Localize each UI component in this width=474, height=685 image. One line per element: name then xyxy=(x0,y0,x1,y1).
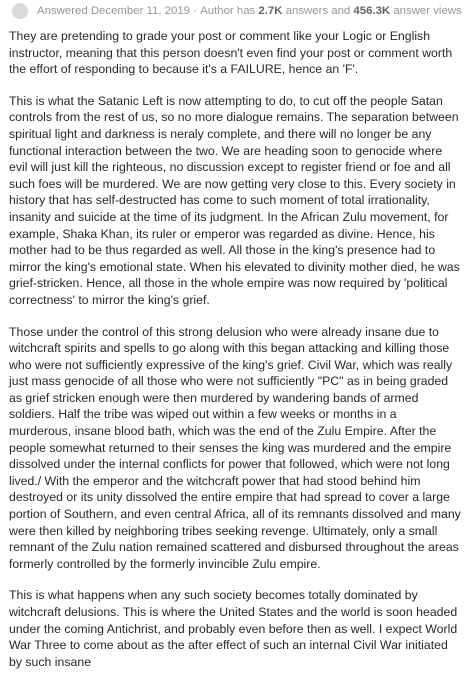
author-prefix: Author has xyxy=(200,5,256,17)
answer-meta xyxy=(12,3,462,19)
answers-word: answers and xyxy=(285,5,351,17)
answer-paragraph-1: They are pretending to grade your post or comment like your Logic or English instructor, meaning that this person doesn't even find your post or comment worth the effort of responding to because it's a FAILURE, hence an 'F'. xyxy=(9,29,453,77)
answered-date[interactable]: Answered December 11, 2019 xyxy=(37,5,191,17)
answer-paragraph-3: Those under the control of this strong delusion who were already insane due to witchcraft spirits and spells to go along with this began attacking and killing those who were not sufficiently expressive of the king's grief. Civil War, which was really just mass genocide of all those who were not sufficiently "PC" as in being graded as grief stricken enough were then murdered by wandering bands of armed soldiers. Half the tribe was wiped out within a few weeks or months in a murderous, insane blood bath, which was the end of the Zulu Empire. After the people somewhat returned to their senses the king was murdered and the empire dissolved under the internal conflicts for power that followed, which were not long lived./ With the emperor and the witchcraft power that had stood behind him destroyed or its unity dissolved the entire empire that had spread to cover a large portion of Southern, and even central Africa, all of its remnants dissolved and many were then killed by neighboring tribes seeking revenge. Ultimately, only a small remnant of the Zulu nation remained scattered and disbursed throughout the areas formerly controlled by the formerly invincible Zulu empire. xyxy=(9,324,461,571)
view-count: 456.3K xyxy=(353,5,391,17)
answer-paragraph-2: This is what the Satanic Left is now attempting to do, to cut off the people Satan controls from the rest of us, so no more dialogue remains. The separation between spiritual light and darkness is neraly complete, and there will no longer be any functional interaction between the two. We are heading soon to genocide where evil will just kill the righteous, no discussion except to register friend or foe and all such foes will be murdered. We are now getting very close to this. Every society in history that has self-destructed has come to such moment of total irrationality, insanity and suicide at the time of its judgment. In the African Zulu movement, for example, Shaka Khan, its ruler or emperor was regarded as divine. Hence, his mother had to be thus regarded as well. All those in the king's presence had to mirror the king's emotional state. When his elevated to divinity mother died, he was grief-stricken. Hence, all those in the whole empire was now required by 'political correctness' to mirror the king's grief. xyxy=(9,93,460,307)
views-word: answer views xyxy=(393,5,462,17)
answer-paragraph-4: This is what happens when any such society becomes totally dominated by witchcraft delusions. This is where the United States and the world is soon headed under the coming Antichrist, and probably even before then as well. I expect World War Three to come about as the after effect of such an internal Civil War initiated by such insane xyxy=(9,588,458,669)
answer-body xyxy=(9,28,461,685)
author-avatar[interactable] xyxy=(12,3,28,19)
meta-separator: · xyxy=(190,5,201,17)
answer-count: 2.7K xyxy=(258,5,283,17)
